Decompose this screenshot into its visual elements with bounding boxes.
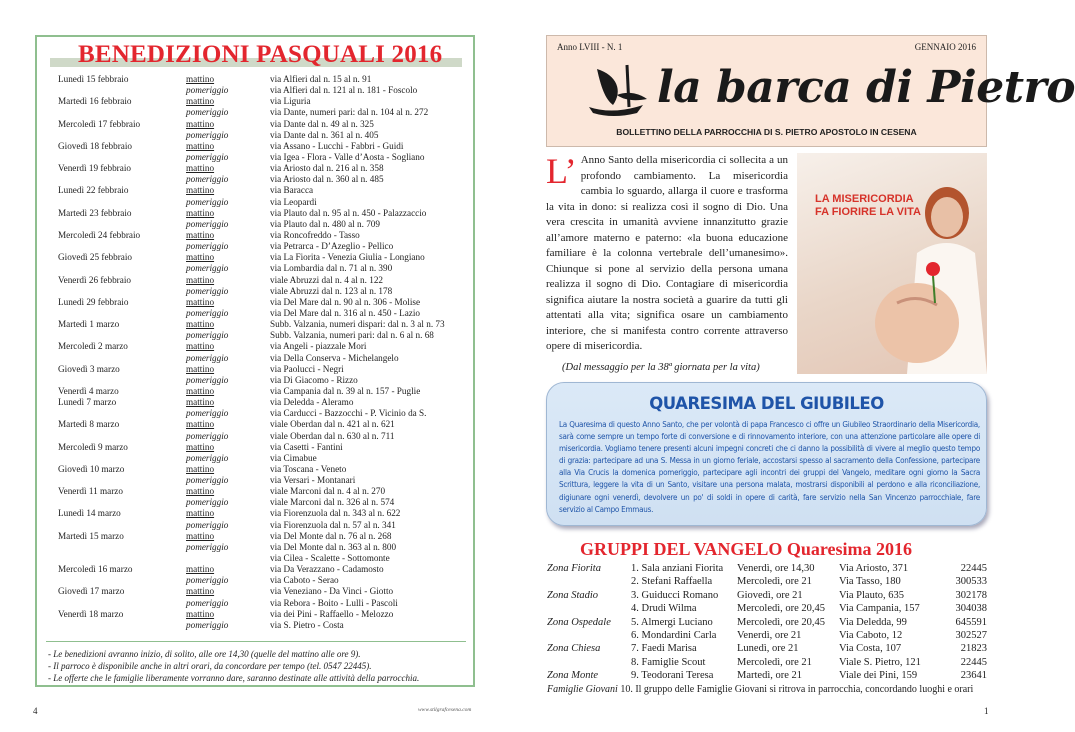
schedule-day xyxy=(58,85,186,96)
schedule-day xyxy=(58,375,186,386)
gruppo-row xyxy=(547,562,987,575)
schedule-day: Martedì 15 marzo xyxy=(58,530,124,541)
schedule-streets: via Del Monte dal n. 363 al n. 800 xyxy=(270,541,397,552)
schedule-time: pomeriggio xyxy=(186,330,229,341)
schedule-row xyxy=(58,364,468,375)
note-line: - Le offerte che le famiglie liberamente vorranno dare, saranno destinate alle attività della parrocchia. xyxy=(48,673,420,683)
schedule-streets: via Igea - Flora - Valle d’Aosta - Sogliano xyxy=(270,151,425,162)
poster-title: LA MISERICORDIA FA FIORIRE LA VITA xyxy=(815,193,921,218)
schedule-time: pomeriggio xyxy=(186,575,229,586)
schedule-row xyxy=(58,419,468,430)
schedule-day: Lunedì 15 febbraio xyxy=(58,74,129,84)
gruppo-zona: Zona Monte xyxy=(547,670,599,682)
schedule-streets: via Campania dal n. 39 al n. 157 - Puglie xyxy=(270,385,421,396)
gruppo-tel: 300533 xyxy=(955,576,987,588)
schedule-day xyxy=(58,520,186,531)
gruppi-title: GRUPPI DEL VANGELO Quaresima 2016 xyxy=(580,539,913,559)
schedule-streets: via Angeli - piazzale Mori xyxy=(270,341,367,352)
website-credit: www.stilgrafcesena.com xyxy=(418,707,472,713)
gruppo-tel: 645591 xyxy=(955,616,987,628)
schedule-streets: viale Marconi dal n. 4 al n. 270 xyxy=(270,486,386,497)
schedule-streets: via La Fiorita - Venezia Giulia - Longiano xyxy=(270,252,425,263)
schedule-row xyxy=(58,241,468,252)
schedule-day xyxy=(58,575,186,586)
schedule-streets: via Da Verazzano - Cadamosto xyxy=(270,564,384,575)
gruppo-nome: 7. Faedi Marisa xyxy=(631,643,697,655)
gruppo-addr: Via Campania, 157 xyxy=(839,603,920,615)
schedule-day: Mercoledì 24 febbraio xyxy=(58,229,141,240)
schedule-day xyxy=(58,408,186,419)
schedule-row xyxy=(58,464,468,475)
schedule-streets: via Roncofreddo - Tasso xyxy=(270,229,360,240)
schedule-time: mattino xyxy=(186,586,215,597)
gruppo-nome: 8. Famiglie Scout xyxy=(631,656,706,668)
schedule-streets: via Deledda - Aleramo xyxy=(270,397,354,408)
schedule-row xyxy=(58,85,468,96)
schedule-streets: via Dante dal n. 361 al n. 405 xyxy=(270,129,379,140)
notes-divider xyxy=(46,641,466,642)
schedule-streets: via Casetti - Fantini xyxy=(270,441,343,452)
schedule-day: Giovedì 18 febbraio xyxy=(58,140,132,151)
schedule-row xyxy=(58,586,468,597)
schedule-day: Venerdì 11 marzo xyxy=(58,486,123,497)
schedule-time: mattino xyxy=(186,397,215,408)
schedule-streets: via Cimabue xyxy=(270,452,317,463)
quaresima-text: La Quaresima di questo Anno Santo, che per volontà di papa Francesco ci offre un Giubileo Straordinario della Misericordia, sarà come sempre un tempo forte di conversione e di rinnovamento interiore, con una attenzione particolare alle opere di misericordia. Vogliamo tenere presenti alcuni impegni concreti che ci danno la possibilità di vivere al meglio questo tempo di grazia: partecipare ad una S. Messa in un giorno feriale, accostarsi spesso al sacramento della Confessione, partecipare alla Via Crucis la domenica pomeriggio, partecipare agli incontri dei gruppi del Vangelo, meditare ogni giorno la Sacra Scrittura, leggere la vita di un Santo, visitare una persona malata, mostrarsi disponibili al perdono e alla riconciliazione, digiunare ogni venerdì, devolvere un po' di soldi in opere di carità, fare servizio nella San Vincenzo parrocchiale, fare servizio al Campo Emmaus. xyxy=(559,420,980,514)
schedule-streets: via Della Conserva - Michelangelo xyxy=(270,352,399,363)
gruppo-zona: Zona Ospedale xyxy=(547,616,611,628)
schedule-time: pomeriggio xyxy=(186,475,229,486)
schedule-time: pomeriggio xyxy=(186,452,229,463)
schedule-time: mattino xyxy=(186,140,215,151)
schedule-streets: via Ariosto dal n. 216 al n. 358 xyxy=(270,163,384,174)
schedule-row xyxy=(58,475,468,486)
schedule-day xyxy=(58,263,186,274)
schedule-time: mattino xyxy=(186,319,215,330)
schedule-time: mattino xyxy=(186,296,215,307)
gruppo-when: Mercoledì, ore 21 xyxy=(737,576,812,588)
gruppo-nome: 3. Guiducci Romano xyxy=(631,589,719,601)
schedule-streets: via Leopardi xyxy=(270,196,317,207)
gruppo-row xyxy=(547,589,987,602)
schedule-day: Giovedì 25 febbraio xyxy=(58,252,132,263)
schedule-row xyxy=(58,397,468,408)
schedule-day: Mercoledì 17 febbraio xyxy=(58,118,141,129)
schedule-row xyxy=(58,96,468,107)
schedule-row xyxy=(58,219,468,230)
schedule-day: Martedì 16 febbraio xyxy=(58,96,132,107)
schedule-time: mattino xyxy=(186,463,215,474)
schedule-time: pomeriggio xyxy=(186,430,229,441)
schedule-streets: via Del Mare dal n. 90 al n. 306 - Molise xyxy=(270,296,421,307)
schedule-day xyxy=(58,197,186,208)
schedule-day: Mercoledì 2 marzo xyxy=(58,341,128,352)
schedule-day xyxy=(58,453,186,464)
schedule-time: pomeriggio xyxy=(186,519,229,530)
schedule-day: Mercoledì 9 marzo xyxy=(58,441,128,452)
schedule-time: mattino xyxy=(186,118,215,129)
schedule-streets: via Fiorenzuola dal n. 57 al n. 341 xyxy=(270,519,396,530)
gruppo-row xyxy=(547,575,987,588)
gruppo-nome: 1. Sala anziani Fiorita xyxy=(631,563,724,574)
schedule-row xyxy=(58,197,468,208)
gruppo-when: Mercoledì, ore 21 xyxy=(737,656,812,668)
gruppo-when: Lunedì, ore 21 xyxy=(737,643,799,655)
schedule-streets: via Paolucci - Negri xyxy=(270,363,344,374)
schedule-day xyxy=(58,431,186,442)
schedule-day: Venerdì 26 febbraio xyxy=(58,274,131,285)
schedule-time: mattino xyxy=(186,185,215,196)
gruppo-row xyxy=(547,602,987,615)
quaresima-title: QUARESIMA DEL GIUBILEO xyxy=(649,394,884,413)
schedule-streets: via Cilea - Scalette - Sottomonte xyxy=(270,553,390,564)
schedule-row xyxy=(58,286,468,297)
schedule-time: pomeriggio xyxy=(186,352,229,363)
schedule-day xyxy=(58,308,186,319)
schedule-day xyxy=(58,475,186,486)
schedule-time: mattino xyxy=(186,74,215,84)
schedule-streets: via Baracca xyxy=(270,185,314,196)
article-citation: (Dal messaggio per la 38ª giornata per la vita) xyxy=(562,362,760,373)
schedule-streets: Subb. Valzania, numeri pari: dal n. 6 al n. 68 xyxy=(270,330,434,341)
schedule-time: pomeriggio xyxy=(186,85,229,96)
schedule-streets: via Alfieri dal n. 121 al n. 181 - Foscolo xyxy=(270,85,418,96)
gruppo-row xyxy=(547,669,987,682)
schedule-time: mattino xyxy=(186,274,215,285)
schedule-row xyxy=(58,119,468,130)
schedule-day: Lunedì 14 marzo xyxy=(58,508,121,519)
schedule-day xyxy=(58,130,186,141)
schedule-day xyxy=(58,107,186,118)
schedule-time: mattino xyxy=(186,385,215,396)
schedule-row xyxy=(58,375,468,386)
gruppo-when: Venerdì, ore 14,30 xyxy=(737,563,815,574)
schedule-day: Venerdì 18 marzo xyxy=(58,608,124,619)
schedule-day xyxy=(58,497,186,508)
schedule-row xyxy=(58,319,468,330)
schedule-row xyxy=(58,263,468,274)
schedule-time: pomeriggio xyxy=(186,241,229,252)
schedule-row xyxy=(58,386,468,397)
schedule-streets: viale Oberdan dal n. 630 al n. 711 xyxy=(270,430,395,441)
schedule-time: mattino xyxy=(186,363,215,374)
gruppo-zona xyxy=(547,629,631,642)
schedule-streets: via Plauto dal n. 95 al n. 450 - Palazzaccio xyxy=(270,207,427,218)
masthead-logo-text: la barca di Pietro xyxy=(657,62,1075,113)
schedule-streets: viale Oberdan dal n. 421 al n. 621 xyxy=(270,419,395,430)
gruppi-table xyxy=(547,562,987,696)
schedule-row xyxy=(58,520,468,531)
famiglie-giovani-row xyxy=(547,683,987,696)
schedule-time: pomeriggio xyxy=(186,129,229,140)
schedule-row xyxy=(58,130,468,141)
schedule-day xyxy=(58,620,186,631)
gruppo-when: Mercoledì, ore 20,45 xyxy=(737,603,826,615)
schedule-streets: via Del Monte dal n. 76 al n. 268 xyxy=(270,530,392,541)
notes xyxy=(48,648,468,684)
schedule-streets: via Toscana - Veneto xyxy=(270,463,347,474)
schedule-streets: viale Marconi dal n. 326 al n. 574 xyxy=(270,497,395,508)
schedule-day xyxy=(58,241,186,252)
gruppo-tel: 302527 xyxy=(955,629,987,641)
schedule-row xyxy=(58,330,468,341)
gruppo-tel: 22445 xyxy=(960,656,987,668)
schedule-row xyxy=(58,341,468,352)
gruppo-addr: Via Costa, 107 xyxy=(839,643,902,655)
schedule-row xyxy=(58,598,468,609)
schedule-time: pomeriggio xyxy=(186,196,229,207)
schedule-day xyxy=(58,174,186,185)
gruppo-row xyxy=(547,629,987,642)
schedule-row xyxy=(58,208,468,219)
schedule-time: pomeriggio xyxy=(186,541,229,552)
schedule-day: Giovedì 17 marzo xyxy=(58,586,125,597)
schedule-row xyxy=(58,297,468,308)
schedule-streets: via Plauto dal n. 480 al n. 709 xyxy=(270,218,380,229)
page-number-right: 1 xyxy=(984,706,989,716)
schedule-row xyxy=(58,553,468,564)
schedule-time: mattino xyxy=(186,96,215,107)
schedule-streets: via Ariosto dal n. 360 al n. 485 xyxy=(270,174,384,185)
gruppo-nome: 9. Teodorani Teresa xyxy=(631,670,714,682)
schedule-row xyxy=(58,453,468,464)
schedule-streets: via Fiorenzuola dal n. 343 al n. 622 xyxy=(270,508,401,519)
schedule-day xyxy=(58,353,186,364)
schedule-streets: via Petrarca - D’Azeglio - Pellico xyxy=(270,241,394,252)
schedule-row xyxy=(58,252,468,263)
schedule-row xyxy=(58,542,468,553)
gruppo-row xyxy=(547,656,987,669)
schedule-row xyxy=(58,141,468,152)
schedule-day: Venerdì 4 marzo xyxy=(58,385,119,396)
schedule-streets: via Carducci - Bazzocchi - P. Vicinio da S. xyxy=(270,408,427,419)
schedule-row xyxy=(58,609,468,620)
gruppo-nome: 2. Stefani Raffaella xyxy=(631,576,713,588)
schedule-row xyxy=(58,308,468,319)
schedule-time: pomeriggio xyxy=(186,307,229,318)
gruppo-zona: Zona Chiesa xyxy=(547,643,601,655)
schedule-time: pomeriggio xyxy=(186,151,229,162)
schedule-time: mattino xyxy=(186,419,215,430)
schedule-streets: via Di Giacomo - Rizzo xyxy=(270,374,358,385)
schedule-streets: via S. Pietro - Costa xyxy=(270,619,344,630)
schedule-day: Giovedì 10 marzo xyxy=(58,463,125,474)
masthead-subtitle: BOLLETTINO DELLA PARROCCHIA DI S. PIETRO APOSTOLO IN CESENA xyxy=(616,127,917,137)
schedule-streets: viale Abruzzi dal n. 4 al n. 122 xyxy=(270,274,384,285)
schedule-streets: via Alfieri dal n. 15 al n. 91 xyxy=(270,74,372,84)
schedule-streets: via Rebora - Boito - Lulli - Pascoli xyxy=(270,597,398,608)
schedule-streets: via dei Pini - Raffaello - Melozzo xyxy=(270,608,394,619)
page-number-left: 4 xyxy=(33,706,38,716)
issue-number: Anno LVIII - N. 1 xyxy=(557,42,623,52)
schedule-row xyxy=(58,531,468,542)
gruppo-tel: 304038 xyxy=(955,603,987,615)
quaresima-box xyxy=(546,382,987,526)
schedule-day xyxy=(58,542,186,553)
gruppo-tel: 302178 xyxy=(955,589,987,601)
schedule-time: pomeriggio xyxy=(186,597,229,608)
schedule-day xyxy=(58,330,186,341)
gruppo-zona xyxy=(547,656,631,669)
schedule-row xyxy=(58,163,468,174)
schedule-row xyxy=(58,431,468,442)
schedule-streets: via Liguria xyxy=(270,96,311,107)
blessing-schedule xyxy=(58,74,468,631)
schedule-time: mattino xyxy=(186,508,215,519)
schedule-streets: via Dante, numeri pari: dal n. 104 al n. 272 xyxy=(270,107,429,118)
schedule-row xyxy=(58,442,468,453)
editorial-article xyxy=(546,153,788,355)
schedule-time: pomeriggio xyxy=(186,285,229,296)
schedule-day: Martedì 1 marzo xyxy=(58,319,120,330)
schedule-time: pomeriggio xyxy=(186,619,229,630)
page-title: BENEDIZIONI PASQUALI 2016 xyxy=(78,41,443,68)
schedule-day xyxy=(58,598,186,609)
schedule-streets: via Dante dal n. 49 al n. 325 xyxy=(270,118,374,129)
gruppo-addr: Via Caboto, 12 xyxy=(839,629,903,641)
note-line: - Il parroco è disponibile anche in altri orari, da concordare per tempo (tel. 0547 22445). xyxy=(48,661,372,671)
famiglie-text: 10. Il gruppo delle Famiglie Giovani si ritrova in parrocchia, concordando luoghi e orari xyxy=(620,683,974,695)
schedule-time: pomeriggio xyxy=(186,174,229,185)
schedule-row xyxy=(58,107,468,118)
schedule-row xyxy=(58,230,468,241)
schedule-day xyxy=(58,286,186,297)
schedule-day xyxy=(58,553,186,564)
schedule-time: pomeriggio xyxy=(186,497,229,508)
schedule-streets: via Del Mare dal n. 316 al n. 450 - Lazio xyxy=(270,307,421,318)
gruppo-row xyxy=(547,616,987,629)
gruppo-zona xyxy=(547,602,631,615)
schedule-streets: Subb. Valzania, numeri dispari: dal n. 3 al n. 73 xyxy=(270,319,445,330)
schedule-time xyxy=(186,553,270,564)
schedule-streets: via Veneziano - Da Vinci - Giotto xyxy=(270,586,394,597)
gruppo-addr: Via Plauto, 635 xyxy=(839,589,904,601)
schedule-time: pomeriggio xyxy=(186,408,229,419)
gruppo-zona: Zona Stadio xyxy=(547,589,599,601)
article-body: Anno Santo della misericordia ci sollecita a un profondo cambiamento. La misericordia cambia lo sguardo, allarga il cuore e trasforma la vita in dono: si realizza così il sogno di Dio. Una vera crescita in umanità avviene innanzitutto grazie all’amore materno e paterno: «la buona educazione familiare è la colonna vertebrale dell’umanesimo». Chiunque si pone al servizio della persona umana realizza il sogno di Dio. Contagiare di misericordia significa aiutare la nostra società a guarire da tutti gli attentati alla vita; significa osare un cambiamento interiore, che si manifesta contro corrente attraverso opere di misericordia. xyxy=(546,154,788,352)
famiglie-label: Famiglie Giovani xyxy=(547,683,618,695)
gruppo-nome: 6. Mondardini Carla xyxy=(631,629,717,641)
schedule-row xyxy=(58,152,468,163)
gruppo-addr: Via Ariosto, 371 xyxy=(839,563,909,574)
schedule-time: mattino xyxy=(186,252,215,263)
schedule-row xyxy=(58,497,468,508)
schedule-row xyxy=(58,174,468,185)
schedule-row xyxy=(58,275,468,286)
gruppo-tel: 21823 xyxy=(960,643,987,655)
schedule-day xyxy=(58,152,186,163)
schedule-time: pomeriggio xyxy=(186,374,229,385)
schedule-time: pomeriggio xyxy=(186,218,229,229)
issue-month: GENNAIO 2016 xyxy=(914,42,976,52)
gruppo-when: Martedì, ore 21 xyxy=(737,670,803,682)
schedule-row xyxy=(58,564,468,575)
schedule-day: Venerdì 19 febbraio xyxy=(58,163,131,174)
pregnant-woman-illustration xyxy=(797,153,987,374)
schedule-day: Martedì 23 febbraio xyxy=(58,207,132,218)
schedule-row xyxy=(58,575,468,586)
schedule-day: Giovedì 3 marzo xyxy=(58,363,120,374)
schedule-time: mattino xyxy=(186,341,215,352)
schedule-day: Lunedì 7 marzo xyxy=(58,397,117,408)
schedule-day: Martedì 8 marzo xyxy=(58,419,120,430)
gruppo-addr: Via Tasso, 180 xyxy=(839,576,901,588)
schedule-time: pomeriggio xyxy=(186,107,229,118)
boat-logo-icon xyxy=(583,61,655,119)
schedule-time: mattino xyxy=(186,564,215,575)
gruppo-row xyxy=(547,642,987,655)
schedule-day: Lunedì 29 febbraio xyxy=(58,296,129,307)
schedule-streets: viale Abruzzi dal n. 123 al n. 178 xyxy=(270,285,393,296)
schedule-time: mattino xyxy=(186,163,215,174)
drop-cap: L’ xyxy=(546,151,577,191)
gruppo-when: Venerdì, ore 21 xyxy=(737,629,802,641)
schedule-row xyxy=(58,185,468,196)
schedule-row xyxy=(58,486,468,497)
schedule-row xyxy=(58,353,468,364)
schedule-time: pomeriggio xyxy=(186,263,229,274)
masthead xyxy=(546,35,1075,147)
schedule-streets: via Versari - Montanari xyxy=(270,475,356,486)
schedule-time: mattino xyxy=(186,530,215,541)
gruppo-addr: Viale S. Pietro, 121 xyxy=(839,656,921,668)
schedule-day: Lunedì 22 febbraio xyxy=(58,185,129,196)
schedule-row xyxy=(58,508,468,519)
schedule-time: mattino xyxy=(186,608,215,619)
gruppo-tel: 22445 xyxy=(960,563,987,574)
schedule-streets: via Assano - Lucchi - Fabbri - Guidi xyxy=(270,140,404,151)
gruppo-addr: Viale dei Pini, 159 xyxy=(839,670,918,682)
schedule-row xyxy=(58,74,468,85)
gruppo-nome: 4. Drudi Wilma xyxy=(631,603,697,615)
schedule-row xyxy=(58,408,468,419)
gruppo-addr: Via Deledda, 99 xyxy=(839,616,907,628)
gruppo-tel: 23641 xyxy=(960,670,987,682)
gruppo-zona xyxy=(547,575,631,588)
note-line: - Le benedizioni avranno inizio, di solito, alle ore 14,30 (quelle del mattino alle ore 9). xyxy=(48,649,361,659)
schedule-day xyxy=(58,219,186,230)
pro-life-poster-image xyxy=(797,153,987,374)
gruppo-when: Giovedì, ore 21 xyxy=(737,589,803,601)
schedule-streets: via Lombardia dal n. 71 al n. 390 xyxy=(270,263,393,274)
schedule-day: Mercoledì 16 marzo xyxy=(58,564,133,575)
gruppo-zona: Zona Fiorita xyxy=(547,563,601,574)
gruppo-nome: 5. Almergi Luciano xyxy=(631,616,713,628)
red-flower-icon xyxy=(926,262,940,276)
schedule-time: mattino xyxy=(186,229,215,240)
schedule-row xyxy=(58,620,468,631)
gruppo-when: Mercoledì, ore 20,45 xyxy=(737,616,826,628)
schedule-streets: via Caboto - Serao xyxy=(270,575,339,586)
schedule-time: mattino xyxy=(186,486,215,497)
schedule-time: mattino xyxy=(186,207,215,218)
schedule-time: mattino xyxy=(186,441,215,452)
